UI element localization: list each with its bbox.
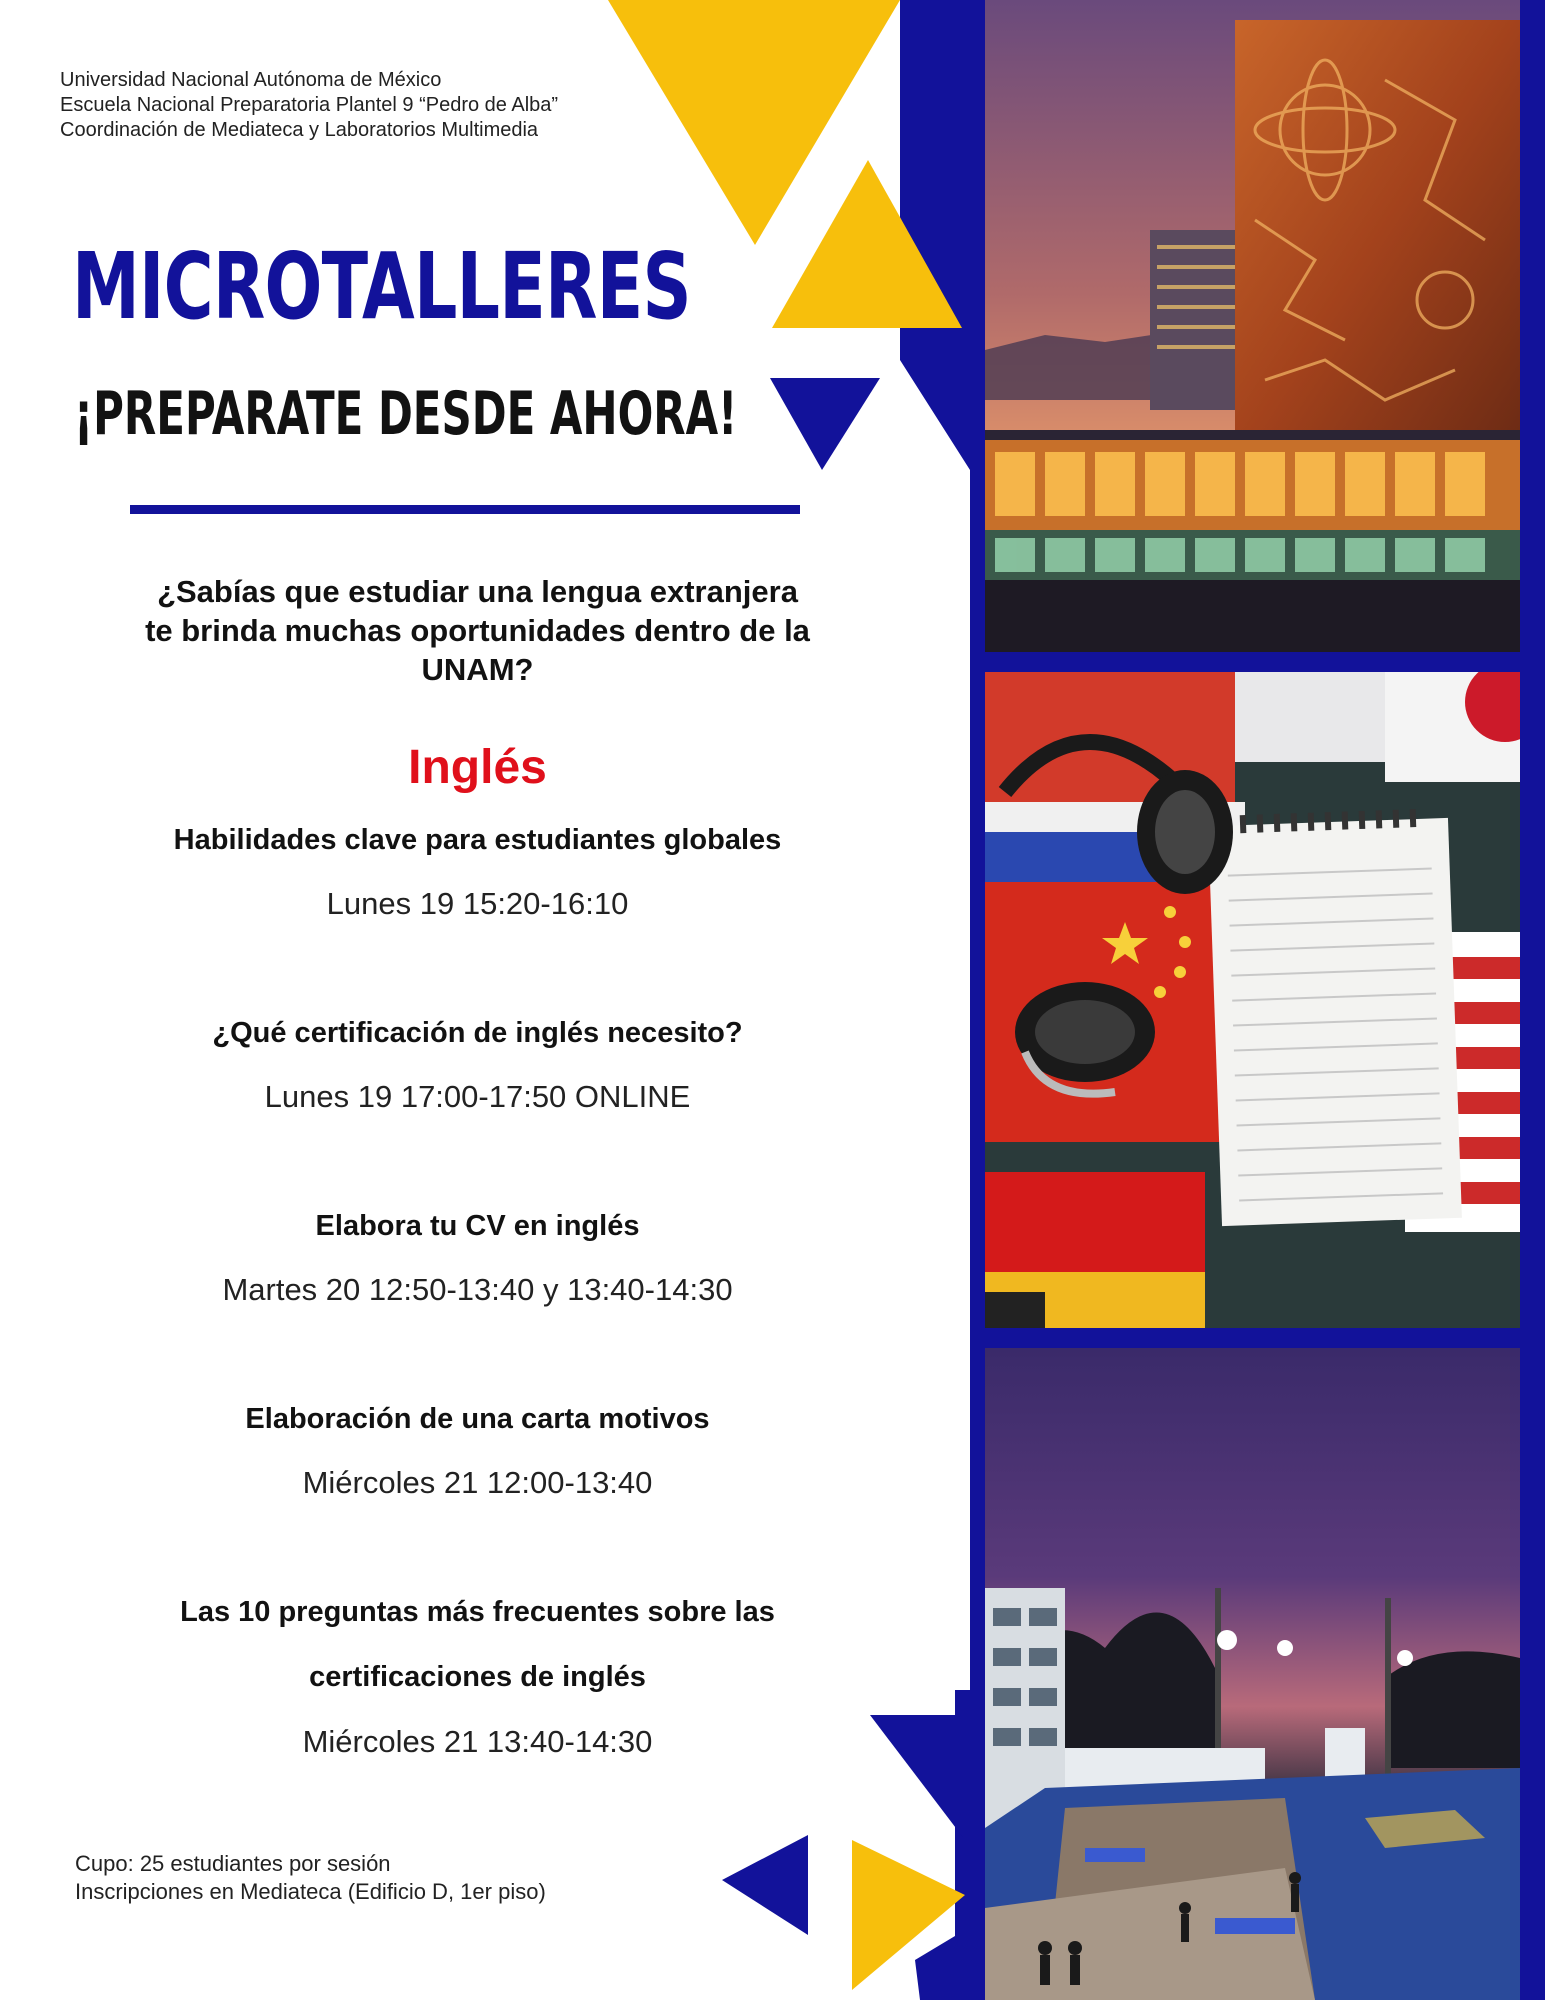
workshop-time-1: Lunes 19 15:20-16:10 [326, 886, 629, 921]
institution-header [60, 68, 558, 143]
workshop-title-1: Habilidades clave para estudiantes globales [173, 824, 782, 856]
workshop-time-5: Miércoles 21 13:40-14:30 [302, 1724, 653, 1759]
intro-question: ¿Sabías que estudiar una lengua extranjera te brinda muchas oportunidades dentro de la UNAM? [145, 574, 810, 687]
photo-campus-courtyard [985, 1348, 1520, 2000]
workshop-title-3: Elabora tu CV en inglés [315, 1210, 640, 1242]
page-title: MICROTALLERES [72, 233, 691, 340]
navy-triangle-bottom-right [870, 1715, 965, 1840]
workshop-title-4: Elaboración de una carta motivos [245, 1403, 710, 1435]
capacity-text: Cupo: 25 estudiantes por sesión [75, 1851, 391, 1876]
workshop-title-5b: certificaciones de inglés [309, 1661, 646, 1693]
navy-triangle-down [770, 378, 880, 470]
subtitle: ¡PREPARATE DESDE AHORA! [74, 379, 738, 449]
workshop-time-3: Martes 20 12:50-13:40 y 13:40-14:30 [222, 1272, 733, 1307]
workshop-title-5a: Las 10 preguntas más frecuentes sobre las [180, 1596, 775, 1628]
header-school: Escuela Nacional Preparatoria Plantel 9 “Pedro de Alba” [60, 94, 559, 116]
header-university: Universidad Nacional Autónoma de México [60, 69, 442, 91]
footer-info [75, 1850, 546, 1906]
header-coordination: Coordinación de Mediateca y Laboratorios Multimedia [60, 119, 539, 141]
photo-flags-headphones [985, 672, 1520, 1328]
registration-text: Inscripciones en Mediateca (Edificio D, 1er piso) [75, 1879, 546, 1904]
photo-library-building [985, 0, 1520, 652]
workshop-time-2: Lunes 19 17:00-17:50 ONLINE [264, 1079, 691, 1114]
workshop-time-4: Miércoles 21 12:00-13:40 [302, 1465, 653, 1500]
workshop-title-2: ¿Qué certificación de inglés necesito? [212, 1017, 743, 1049]
navy-triangle-bottom-left [722, 1835, 808, 1935]
title-divider [130, 505, 800, 514]
language-heading: Inglés [408, 741, 547, 794]
